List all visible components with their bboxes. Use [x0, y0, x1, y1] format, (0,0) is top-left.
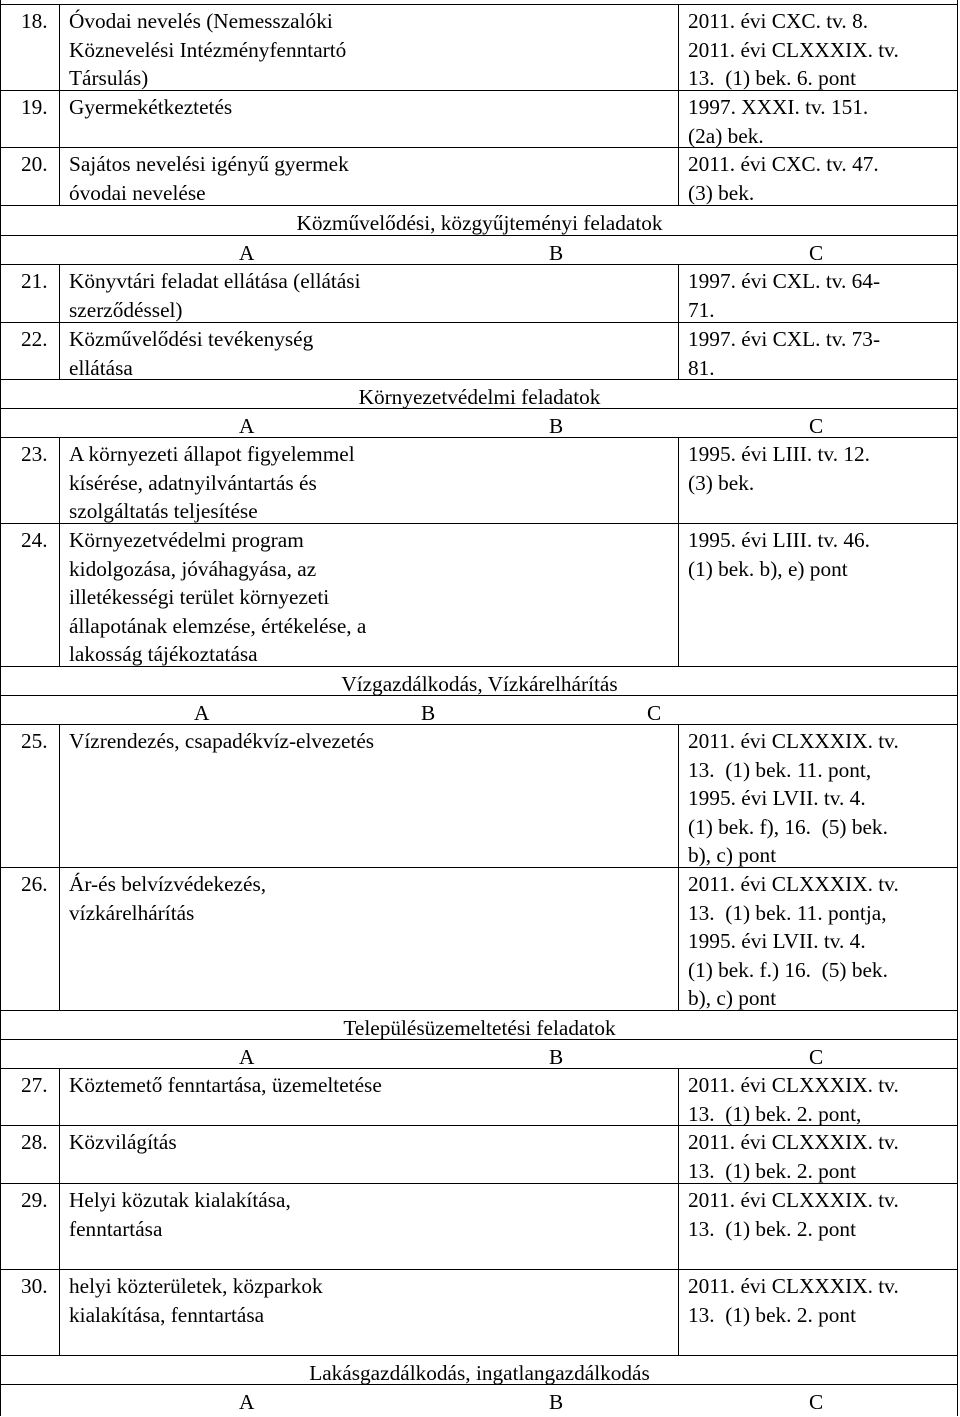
column-label-row [1, 695, 958, 724]
column-label-b: B [549, 1390, 564, 1414]
column-label-a: A [239, 414, 255, 438]
legal-reference: 2011. évi CLXXXIX. tv. 13. (1) bek. 2. pont [688, 1274, 899, 1327]
column-label-b: B [549, 414, 564, 438]
legal-reference: 2011. évi CXC. tv. 8. 2011. évi CLXXXIX. tv. 13. (1) bek. 6. pont [688, 9, 899, 91]
table-row [1, 1183, 958, 1269]
section-heading-row [1, 1010, 958, 1039]
row-number: 19. [21, 95, 48, 119]
column-label-row [1, 1384, 958, 1416]
task-name: Környezetvédelmi program kidolgozása, jóváhagyása, az illetékességi terület környezeti állapotának elemzése, értékelése, a lakosság tájékoztatása [69, 528, 367, 667]
column-label-c: C [647, 701, 662, 725]
row-number: 28. [21, 1130, 48, 1154]
section-heading-row [1, 379, 958, 408]
column-label-b: B [549, 1045, 564, 1069]
column-label-b: B [421, 701, 436, 725]
task-name: Könyvtári feladat ellátása (ellátási szerződéssel) [69, 269, 361, 322]
task-name: helyi közterületek, közparkok kialakítása, fenntartása [69, 1274, 323, 1327]
section-title: Vízgazdálkodás, Vízkárelhárítás [341, 672, 618, 696]
task-name: Vízrendezés, csapadékvíz-elvezetés [69, 729, 375, 753]
column-label-a: A [194, 701, 210, 725]
table-row [1, 264, 958, 322]
row-number: 26. [21, 872, 48, 896]
legal-reference: 2011. évi CLXXXIX. tv. 13. (1) bek. 2. pont [688, 1188, 899, 1241]
section-title: Közművelődési, közgyűjteményi feladatok [296, 211, 663, 235]
section-heading-row [1, 666, 958, 695]
task-name: Óvodai nevelés (Nemesszalóki Köznevelési Intézményfenntartó Társulás) [69, 9, 347, 91]
legal-reference: 2011. évi CLXXXIX. tv. 13. (1) bek. 2. pont [688, 1130, 899, 1183]
task-name: Köztemető fenntartása, üzemeltetése [69, 1073, 382, 1097]
legal-reference: 1997. évi CXL. tv. 73- 81. [688, 327, 881, 380]
row-number: 24. [21, 528, 48, 552]
table-row [1, 523, 958, 666]
row-number: 23. [21, 442, 48, 466]
column-label-a: A [239, 1045, 255, 1069]
column-label-row [1, 408, 958, 437]
table-row [1, 867, 958, 1010]
row-number: 29. [21, 1188, 48, 1212]
row-number: 27. [21, 1073, 48, 1097]
row-number: 21. [21, 269, 48, 293]
task-name: Gyermekétkeztetés [69, 95, 233, 119]
section-title: Településüzemeltetési feladatok [343, 1016, 616, 1040]
column-label-c: C [809, 414, 824, 438]
task-name: Sajátos nevelési igényű gyermek óvodai nevelése [69, 152, 349, 205]
legal-reference: 1997. évi CXL. tv. 64- 71. [688, 269, 881, 322]
row-number: 22. [21, 327, 48, 351]
row-number: 30. [21, 1274, 48, 1298]
table-row [1, 1125, 958, 1183]
table-row [1, 322, 958, 379]
table-row [1, 90, 958, 147]
table-row [1, 1269, 958, 1355]
row-number: 20. [21, 152, 48, 176]
column-label-c: C [809, 1390, 824, 1414]
table-row [1, 724, 958, 867]
table-row [1, 1068, 958, 1125]
task-name: Közművelődési tevékenység ellátása [69, 327, 314, 380]
section-heading-row [1, 1355, 958, 1384]
column-label-row [1, 235, 958, 264]
row-number: 25. [21, 729, 48, 753]
task-name: Közvilágítás [69, 1130, 177, 1154]
column-label-a: A [239, 1390, 255, 1414]
legal-reference: 2011. évi CXC. tv. 47. (3) bek. [688, 152, 879, 205]
task-name: Helyi közutak kialakítása, fenntartása [69, 1188, 291, 1241]
legal-reference: 1995. évi LIII. tv. 46. (1) bek. b), e) pont [688, 528, 870, 581]
legal-reference: 1995. évi LIII. tv. 12. (3) bek. [688, 442, 870, 495]
column-label-b: B [549, 241, 564, 265]
legal-reference: 2011. évi CLXXXIX. tv. 13. (1) bek. 2. pont, [688, 1073, 899, 1126]
task-name: A környezeti állapot figyelemmel kísérése, adatnyilvántartás és szolgáltatás teljesítése [69, 442, 355, 524]
legal-reference: 2011. évi CLXXXIX. tv. 13. (1) bek. 11. pont, 1995. évi LVII. tv. 4. (1) bek. f), 16. (5) bek. b), c) pont [688, 729, 899, 868]
section-heading-row [1, 205, 958, 235]
column-label-row [1, 1039, 958, 1068]
legal-reference: 2011. évi CLXXXIX. tv. 13. (1) bek. 11. pontja, 1995. évi LVII. tv. 4. (1) bek. f.) 16. (5) bek. b), c) pont [688, 872, 899, 1011]
section-title: Környezetvédelmi feladatok [358, 385, 601, 409]
column-label-a: A [239, 241, 255, 265]
table-row [1, 4, 958, 90]
section-title: Lakásgazdálkodás, ingatlangazdálkodás [309, 1361, 650, 1385]
column-label-c: C [809, 1045, 824, 1069]
table-row [1, 437, 958, 523]
legal-reference: 1997. XXXI. tv. 151. (2a) bek. [688, 95, 869, 148]
table-row [1, 147, 958, 205]
row-number: 18. [21, 9, 48, 33]
task-name: Ár-és belvízvédekezés, vízkárelhárítás [69, 872, 267, 925]
column-label-c: C [809, 241, 824, 265]
